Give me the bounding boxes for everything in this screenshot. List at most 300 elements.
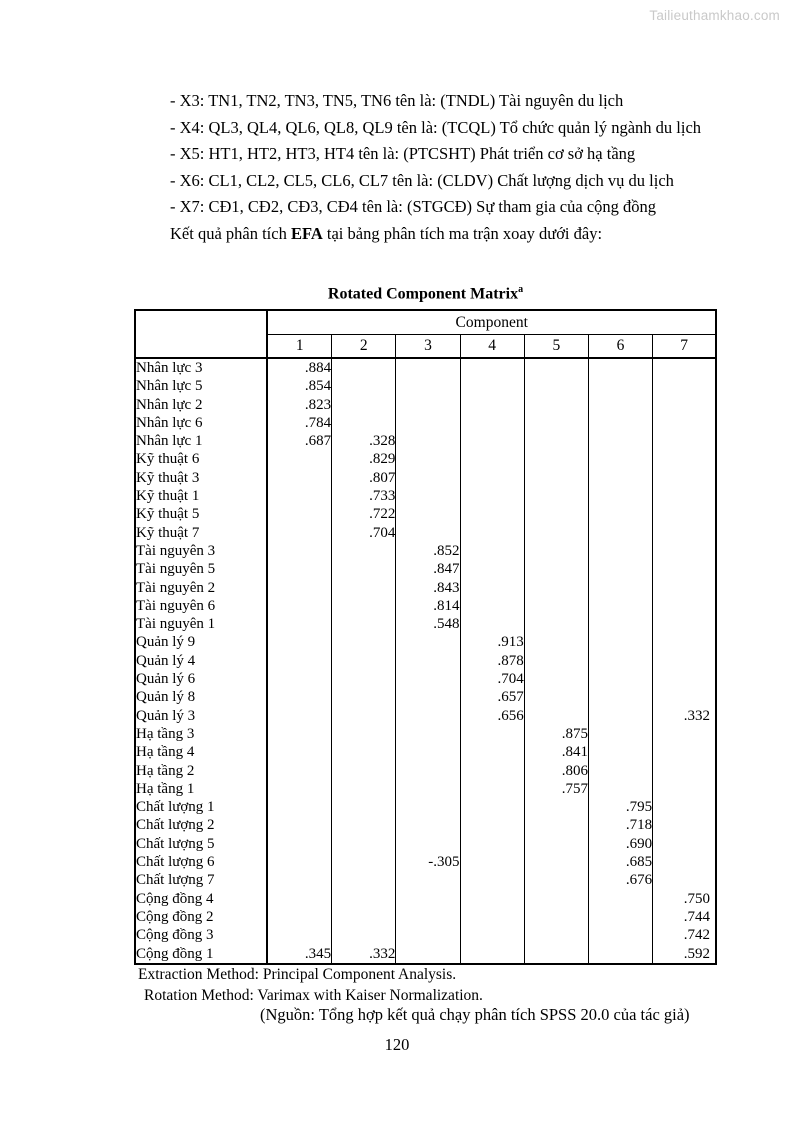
loading-cell-c3 (396, 450, 460, 468)
row-label: Hạ tầng 1 (135, 780, 267, 798)
loading-cell-c7 (653, 432, 716, 450)
loading-cell-c7 (653, 835, 716, 853)
table-row (135, 560, 716, 578)
loading-cell-c6 (588, 615, 652, 633)
loading-cell-c6: .685 (588, 853, 652, 871)
loading-cell-c7 (653, 377, 716, 395)
loading-cell-c1: .345 (267, 945, 331, 964)
loading-cell-c6: .690 (588, 835, 652, 853)
header-corner-blank (135, 310, 267, 358)
loading-cell-c5 (524, 432, 588, 450)
row-label: Hạ tầng 2 (135, 762, 267, 780)
loading-cell-c3 (396, 798, 460, 816)
header-component-2: 2 (332, 335, 396, 359)
loading-cell-c5 (524, 652, 588, 670)
loading-cell-c7 (653, 505, 716, 523)
table-row (135, 762, 716, 780)
loading-cell-c7 (653, 688, 716, 706)
table-row (135, 358, 716, 377)
row-label: Nhân lực 2 (135, 396, 267, 414)
note-extraction-method: Extraction Method: Principal Component Analysis. (138, 966, 457, 983)
loading-cell-c5 (524, 816, 588, 834)
site-watermark: Tailieuthamkhao.com (649, 8, 780, 23)
loading-cell-c4 (460, 615, 524, 633)
loading-cell-c2: .733 (332, 487, 396, 505)
loading-cell-c7 (653, 487, 716, 505)
paragraph-x4: - X4: QL3, QL4, QL6, QL8, QL9 tên là: (TCQL) Tổ chức quản lý ngành du lịch (170, 117, 702, 137)
loading-cell-c5 (524, 469, 588, 487)
loading-cell-c4 (460, 560, 524, 578)
loading-cell-c2 (332, 358, 396, 377)
loading-cell-c2 (332, 926, 396, 944)
loading-cell-c3 (396, 743, 460, 761)
loading-cell-c5 (524, 358, 588, 377)
row-label: Cộng đồng 1 (135, 945, 267, 964)
loading-cell-c6 (588, 762, 652, 780)
loading-cell-c7 (653, 853, 716, 871)
row-label: Chất lượng 5 (135, 835, 267, 853)
loading-cell-c7 (653, 798, 716, 816)
loading-cell-c3 (396, 414, 460, 432)
loading-cell-c4 (460, 908, 524, 926)
loading-cell-c7 (653, 358, 716, 377)
loading-cell-c4 (460, 450, 524, 468)
header-component-6: 6 (588, 335, 652, 359)
loading-cell-c3 (396, 707, 460, 725)
table-row (135, 524, 716, 542)
table-row (135, 469, 716, 487)
loading-cell-c1 (267, 743, 331, 761)
loading-cell-c5 (524, 377, 588, 395)
loading-cell-c6 (588, 926, 652, 944)
loading-cell-c2 (332, 780, 396, 798)
loading-cell-c2 (332, 579, 396, 597)
loading-cell-c2 (332, 707, 396, 725)
loading-cell-c2: .807 (332, 469, 396, 487)
loading-cell-c7: .750 (683, 890, 710, 907)
loading-cell-c3 (396, 633, 460, 651)
table-row (135, 579, 716, 597)
loading-cell-c1 (267, 487, 331, 505)
table-row (135, 542, 716, 560)
row-label: Cộng đồng 4 (135, 890, 267, 908)
loading-cell-c2 (332, 890, 396, 908)
table-row (135, 725, 716, 743)
loading-cell-c2 (332, 597, 396, 615)
loading-cell-c3 (396, 652, 460, 670)
loading-cell-c1 (267, 560, 331, 578)
loading-cell-c2 (332, 615, 396, 633)
loading-cell-c6 (588, 469, 652, 487)
loading-cell-c5 (524, 615, 588, 633)
loading-cell-c1 (267, 670, 331, 688)
loading-cell-c3: .814 (396, 597, 460, 615)
table-row (135, 688, 716, 706)
table-row (135, 780, 716, 798)
row-label: Chất lượng 7 (135, 871, 267, 889)
table-row (135, 487, 716, 505)
loading-cell-c7 (653, 816, 716, 834)
loading-cell-c7 (653, 762, 716, 780)
loading-cell-c7 (653, 542, 716, 560)
table-row (135, 377, 716, 395)
table-row (135, 414, 716, 432)
loading-cell-c3 (396, 926, 460, 944)
loading-cell-c2 (332, 871, 396, 889)
loading-cell-c6 (588, 945, 652, 964)
loading-cell-c5 (524, 926, 588, 944)
rotated-component-matrix-table (134, 309, 717, 965)
table-row (135, 798, 716, 816)
row-label: Quản lý 6 (135, 670, 267, 688)
loading-cell-c1: .884 (267, 358, 331, 377)
loading-cell-c4 (460, 487, 524, 505)
loading-cell-c7 (653, 450, 716, 468)
row-label: Chất lượng 2 (135, 816, 267, 834)
loading-cell-c5 (524, 835, 588, 853)
loading-cell-c1 (267, 926, 331, 944)
loading-cell-c4 (460, 469, 524, 487)
loading-cell-c2 (332, 542, 396, 560)
table-row (135, 890, 716, 908)
loading-cell-c6 (588, 908, 652, 926)
table-row (135, 450, 716, 468)
loading-cell-c3 (396, 816, 460, 834)
loading-cell-c5 (524, 414, 588, 432)
row-label: Tài nguyên 3 (135, 542, 267, 560)
loading-cell-c7: .744 (683, 908, 710, 925)
loading-cell-c5 (524, 670, 588, 688)
loading-cell-c7 (653, 469, 716, 487)
loading-cell-c5 (524, 945, 588, 964)
loading-cell-c4 (460, 743, 524, 761)
loading-cell-c2 (332, 816, 396, 834)
loading-cell-c4 (460, 396, 524, 414)
loading-cell-c3: .852 (396, 542, 460, 560)
row-label: Chất lượng 6 (135, 853, 267, 871)
loading-cell-c2 (332, 725, 396, 743)
loading-cell-c5 (524, 908, 588, 926)
loading-cell-c2 (332, 670, 396, 688)
loading-cell-c5 (524, 707, 588, 725)
loading-cell-c1 (267, 871, 331, 889)
loading-cell-c3 (396, 725, 460, 743)
page-number: 120 (384, 1035, 410, 1054)
row-label: Quản lý 4 (135, 652, 267, 670)
loading-cell-c4 (460, 432, 524, 450)
loading-cell-c1 (267, 835, 331, 853)
loading-cell-c2 (332, 798, 396, 816)
loading-cell-c1 (267, 524, 331, 542)
row-label: Hạ tầng 3 (135, 725, 267, 743)
loading-cell-c5 (524, 633, 588, 651)
loading-cell-c1 (267, 798, 331, 816)
loading-cell-c3 (396, 835, 460, 853)
loading-cell-c4 (460, 414, 524, 432)
loading-cell-c6 (588, 780, 652, 798)
loading-cell-c6 (588, 707, 652, 725)
loading-cell-c7 (653, 670, 716, 688)
table-head (135, 310, 716, 358)
loading-cell-c3: .548 (396, 615, 460, 633)
loading-cell-c3 (396, 396, 460, 414)
loading-cell-c6 (588, 396, 652, 414)
loading-cell-c2 (332, 414, 396, 432)
table-row (135, 816, 716, 834)
loading-cell-c4 (460, 798, 524, 816)
table-body (135, 358, 716, 964)
table-row (135, 707, 716, 725)
row-label: Tài nguyên 6 (135, 597, 267, 615)
table-row (135, 432, 716, 450)
loading-cell-c6: .676 (588, 871, 652, 889)
loading-cell-c5 (524, 487, 588, 505)
header-component-group: Component (267, 310, 716, 335)
loading-cell-c7 (653, 560, 716, 578)
row-label: Nhân lực 3 (135, 358, 267, 377)
loading-cell-c1 (267, 542, 331, 560)
loading-cell-c5: .757 (524, 780, 588, 798)
row-label: Nhân lực 5 (135, 377, 267, 395)
loading-cell-c6 (588, 670, 652, 688)
row-label: Tài nguyên 5 (135, 560, 267, 578)
loading-cell-c1: .854 (267, 377, 331, 395)
note-rotation-method: Rotation Method: Varimax with Kaiser Normalization. (144, 986, 483, 1004)
table-row (135, 945, 716, 964)
loading-cell-c7 (653, 725, 716, 743)
table-row (135, 926, 716, 944)
loading-cell-c6 (588, 358, 652, 377)
row-label: Quản lý 9 (135, 633, 267, 651)
loading-cell-c1 (267, 816, 331, 834)
loading-cell-c6 (588, 597, 652, 615)
loading-cell-c3 (396, 945, 460, 964)
loading-cell-c4: .913 (460, 633, 524, 651)
loading-cell-c3 (396, 780, 460, 798)
source-attribution: (Nguồn: Tổng hợp kết quả chạy phân tích SPSS 20.0 của tác giả) (260, 1005, 690, 1024)
loading-cell-c1: .687 (267, 432, 331, 450)
loading-cell-c7 (653, 615, 716, 633)
loading-cell-c3 (396, 358, 460, 377)
loading-cell-c6: .795 (588, 798, 652, 816)
loading-cell-c4 (460, 762, 524, 780)
loading-cell-c4: .878 (460, 652, 524, 670)
table-row (135, 743, 716, 761)
loading-cell-c2 (332, 377, 396, 395)
loading-cell-c1 (267, 908, 331, 926)
loading-cell-c5 (524, 597, 588, 615)
loading-cell-c5 (524, 688, 588, 706)
loading-cell-c2: .328 (332, 432, 396, 450)
loading-cell-c2 (332, 743, 396, 761)
loading-cell-c3 (396, 871, 460, 889)
row-label: Hạ tầng 4 (135, 743, 267, 761)
table-header-group-row (135, 310, 716, 335)
loading-cell-c2 (332, 908, 396, 926)
table-row (135, 615, 716, 633)
table-row (135, 670, 716, 688)
loading-cell-c6 (588, 743, 652, 761)
loading-cell-c6 (588, 524, 652, 542)
loading-cell-c2 (332, 633, 396, 651)
loading-cell-c3 (396, 670, 460, 688)
row-label: Cộng đồng 3 (135, 926, 267, 944)
table-notes (138, 965, 483, 1006)
loading-cell-c1 (267, 615, 331, 633)
header-component-4: 4 (460, 335, 524, 359)
loading-cell-c1: .784 (267, 414, 331, 432)
header-component-7: 7 (653, 335, 716, 359)
loading-cell-c7: .742 (683, 927, 710, 944)
loading-cell-c6 (588, 725, 652, 743)
loading-cell-c1 (267, 469, 331, 487)
loading-cell-c3 (396, 487, 460, 505)
loading-cell-c5: .841 (524, 743, 588, 761)
loading-cell-c6 (588, 450, 652, 468)
loading-cell-c4: .704 (460, 670, 524, 688)
loading-cell-c5 (524, 396, 588, 414)
header-component-1: 1 (267, 335, 331, 359)
table-row (135, 853, 716, 871)
loading-cell-c2 (332, 853, 396, 871)
loading-cell-c1 (267, 579, 331, 597)
loading-cell-c7 (653, 579, 716, 597)
loading-cell-c3 (396, 505, 460, 523)
loading-cell-c7 (653, 652, 716, 670)
loading-cell-c7 (653, 780, 716, 798)
loading-cell-c5 (524, 505, 588, 523)
loading-cell-c3 (396, 432, 460, 450)
loading-cell-c5: .806 (524, 762, 588, 780)
loading-cell-c6 (588, 579, 652, 597)
loading-cell-c6 (588, 542, 652, 560)
loading-cell-c5 (524, 853, 588, 871)
loading-cell-c2 (332, 396, 396, 414)
table-row (135, 835, 716, 853)
table-row (135, 871, 716, 889)
loading-cell-c2 (332, 835, 396, 853)
row-label: Kỹ thuật 3 (135, 469, 267, 487)
loading-cell-c6 (588, 560, 652, 578)
loading-cell-c4: .657 (460, 688, 524, 706)
loading-cell-c4 (460, 871, 524, 889)
loading-cell-c4 (460, 579, 524, 597)
loading-cell-c6: .718 (588, 816, 652, 834)
loading-cell-c3 (396, 908, 460, 926)
loading-cell-c7 (653, 597, 716, 615)
loading-cell-c2: .704 (332, 524, 396, 542)
loading-cell-c1 (267, 762, 331, 780)
row-label: Cộng đồng 2 (135, 908, 267, 926)
loading-cell-c1: .823 (267, 396, 331, 414)
loading-cell-c3 (396, 762, 460, 780)
loading-cell-c6 (588, 432, 652, 450)
loading-cell-c1 (267, 853, 331, 871)
table-title-superscript: a (518, 284, 524, 295)
table-row (135, 396, 716, 414)
paragraph-efa-intro: Kết quả phân tích EFA tại bảng phân tích ma trận xoay dưới đây: (170, 223, 603, 243)
loading-cell-c3: .847 (396, 560, 460, 578)
loading-cell-c7 (653, 871, 716, 889)
loading-cell-c5 (524, 798, 588, 816)
row-label: Nhân lực 1 (135, 432, 267, 450)
row-label: Kỹ thuật 6 (135, 450, 267, 468)
loading-cell-c6 (588, 652, 652, 670)
loading-cell-c1 (267, 780, 331, 798)
loading-cell-c1 (267, 505, 331, 523)
loading-cell-c4 (460, 835, 524, 853)
table-title (134, 284, 717, 303)
loading-cell-c3 (396, 524, 460, 542)
loading-cell-c3: -.305 (396, 853, 460, 871)
loading-cell-c6 (588, 505, 652, 523)
loading-cell-c6 (588, 633, 652, 651)
loading-cell-c1 (267, 597, 331, 615)
table-row (135, 597, 716, 615)
loading-cell-c3 (396, 377, 460, 395)
loading-cell-c4 (460, 780, 524, 798)
loading-cell-c2: .722 (332, 505, 396, 523)
loading-cell-c4: .656 (460, 707, 524, 725)
table-row (135, 652, 716, 670)
loading-cell-c6 (588, 688, 652, 706)
row-label: Tài nguyên 1 (135, 615, 267, 633)
loading-cell-c1 (267, 450, 331, 468)
row-label: Tài nguyên 2 (135, 579, 267, 597)
paragraph-x3: - X3: TN1, TN2, TN3, TN5, TN6 tên là: (TNDL) Tài nguyên du lịch (170, 91, 624, 110)
loading-cell-c3 (396, 890, 460, 908)
loading-cell-c2: .829 (332, 450, 396, 468)
paragraph-x7: - X7: CĐ1, CĐ2, CĐ3, CĐ4 tên là: (STGCĐ) Sự tham gia của cộng đồng (170, 197, 657, 216)
loading-cell-c6 (588, 890, 652, 908)
loading-cell-c1 (267, 890, 331, 908)
loading-cell-c4 (460, 505, 524, 523)
loading-cell-c7 (653, 414, 716, 432)
loading-cell-c5 (524, 524, 588, 542)
loading-cell-c7: .592 (683, 945, 710, 962)
row-label: Quản lý 8 (135, 688, 267, 706)
loading-cell-c1 (267, 652, 331, 670)
loading-cell-c4 (460, 945, 524, 964)
body-text-block (134, 88, 734, 247)
loading-cell-c6 (588, 487, 652, 505)
loading-cell-c3 (396, 469, 460, 487)
loading-cell-c5: .875 (524, 725, 588, 743)
loading-cell-c1 (267, 725, 331, 743)
loading-cell-c4 (460, 358, 524, 377)
loading-cell-c5 (524, 871, 588, 889)
row-label: Nhân lực 6 (135, 414, 267, 432)
loading-cell-c2: .332 (332, 945, 396, 964)
table-row (135, 908, 716, 926)
row-label: Kỹ thuật 5 (135, 505, 267, 523)
loading-cell-c4 (460, 725, 524, 743)
loading-cell-c1 (267, 633, 331, 651)
loading-cell-c7: .332 (683, 707, 710, 724)
loading-cell-c3: .843 (396, 579, 460, 597)
loading-cell-c7 (653, 743, 716, 761)
loading-cell-c3 (396, 688, 460, 706)
loading-cell-c4 (460, 926, 524, 944)
loading-cell-c4 (460, 597, 524, 615)
table-row (135, 505, 716, 523)
table-title-text: Rotated Component Matrix (327, 285, 519, 303)
paragraph-x5: - X5: HT1, HT2, HT3, HT4 tên là: (PTCSHT) Phát triển cơ sở hạ tầng (170, 144, 636, 163)
loading-cell-c5 (524, 890, 588, 908)
loading-cell-c5 (524, 579, 588, 597)
loading-cell-c4 (460, 890, 524, 908)
row-label: Chất lượng 1 (135, 798, 267, 816)
